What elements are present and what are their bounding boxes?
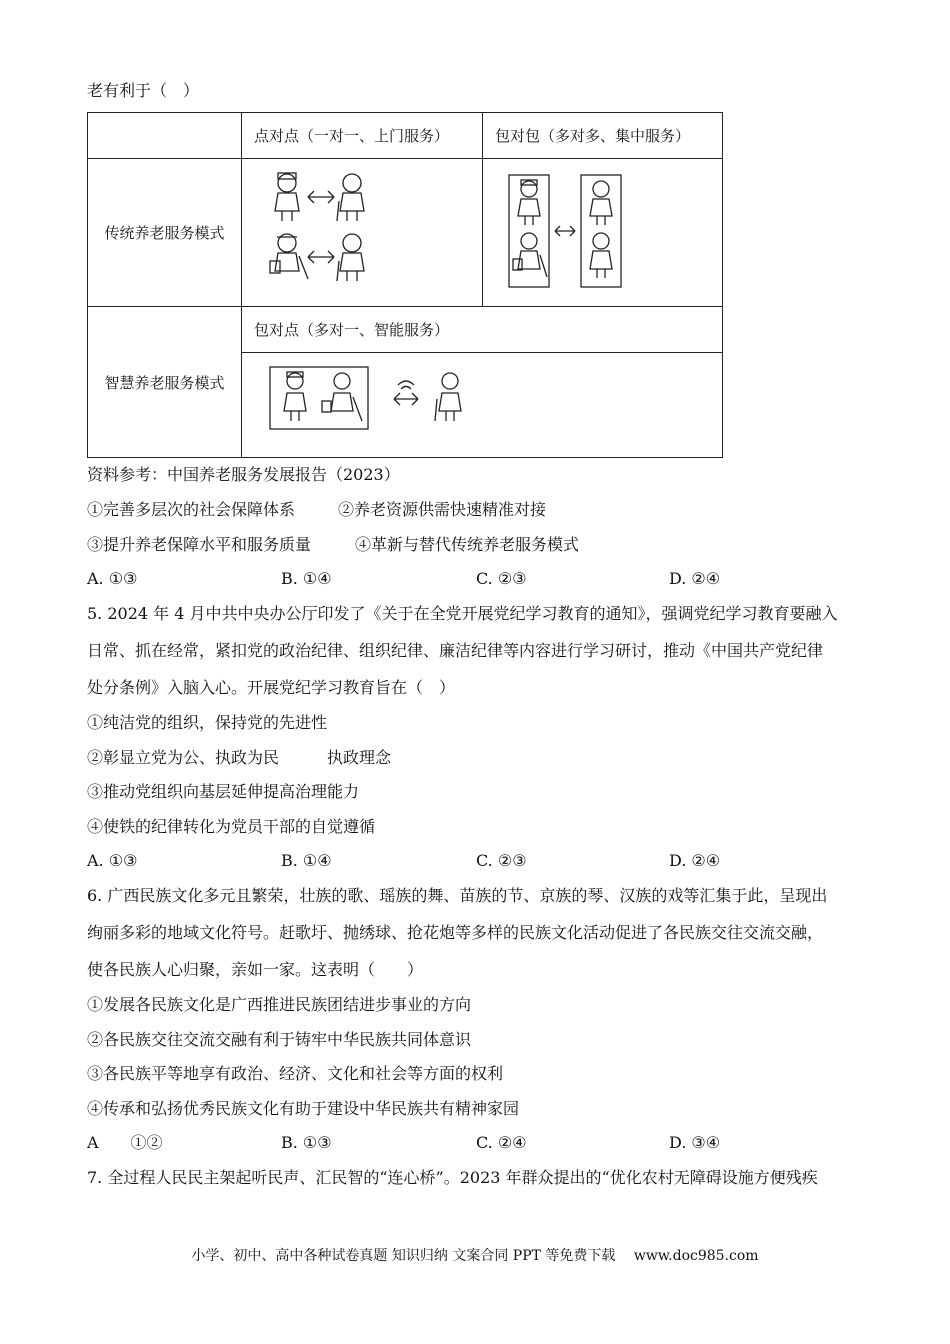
q5-stem-line-1: 5. 2024 年 4 月中共中央办公厅印发了《关于在全党开展党纪学习教育的通知》，强调党纪学习教育要融入 bbox=[87, 604, 838, 623]
q6-option-d: D. ③④ bbox=[669, 1133, 721, 1152]
q6-stem-line-1: 6. 广西民族文化多元且繁荣，壮族的歌、瑶族的舞、苗族的节、京族的琴、汉族的戏等汇集于此，呈现出 bbox=[87, 886, 828, 905]
double-arrow-icon-2 bbox=[308, 251, 334, 263]
q5-stem-line-2: 日常、抓在经常，紧扣党的政治纪律、组织纪律、廉洁纪律等内容进行学习研讨，推动《中国共产党纪律 bbox=[87, 641, 824, 660]
q5-statement-1: ①纯洁党的组织，保持党的先进性 bbox=[87, 713, 328, 732]
table-corner bbox=[88, 113, 242, 159]
header-pack-to-pack: 包对包（多对多、集中服务） bbox=[483, 113, 723, 159]
cleaner-icon bbox=[322, 373, 362, 421]
q5-option-b: B. ①④ bbox=[281, 851, 332, 870]
caregiver-doctor-icon bbox=[284, 372, 306, 421]
page-footer: 小学、初中、高中各种试卷真题 知识归纳 文案合同 PPT 等免费下载 www.doc985.com bbox=[191, 1248, 759, 1264]
many-to-many-illustration bbox=[483, 161, 721, 301]
question-intro: 老有利于（ ） bbox=[87, 81, 200, 100]
q6-statement-3: ③各民族平等地享有政治、经济、文化和社会等方面的权利 bbox=[87, 1064, 504, 1083]
q4-statement-2: ②养老资源供需快速精准对接 bbox=[338, 500, 547, 519]
q4-statement-1: ①完善多层次的社会保障体系 bbox=[87, 500, 296, 519]
elderly-care-table bbox=[87, 112, 723, 458]
q5-stem-line-3: 处分条例》入脑入心。开展党纪学习教育旨在（ ） bbox=[87, 678, 456, 697]
source-note: 资料参考：中国养老服务发展报告（2023） bbox=[87, 465, 400, 484]
q6-statement-1: ①发展各民族文化是广西推进民族团结进步事业的方向 bbox=[87, 995, 472, 1014]
traditional-point-to-point-cell bbox=[242, 159, 483, 307]
traditional-pack-to-pack-cell bbox=[483, 159, 723, 307]
elderly-person-icon-2 bbox=[590, 233, 612, 278]
q4-statement-3: ③提升养老保障水平和服务质量 bbox=[87, 535, 312, 554]
q7-stem-line-1: 7. 全过程人民民主架起听民声、汇民智的“连心桥”。2023 年群众提出的“优化农村无障碍设施方便残疾 bbox=[87, 1168, 818, 1187]
wireless-signal-icon bbox=[394, 381, 418, 405]
q5-statement-3: ③推动党组织向基层延伸提高治理能力 bbox=[87, 782, 360, 801]
smart-illustration-cell bbox=[242, 353, 723, 458]
one-to-one-illustration bbox=[242, 161, 470, 301]
q6-stem-line-3: 使各民族人心归聚，亲如一家。这表明（ ） bbox=[87, 960, 424, 979]
cleaner-icon bbox=[270, 234, 308, 279]
q6-option-a: A ①② bbox=[87, 1133, 163, 1152]
elderly-person-icon bbox=[337, 174, 364, 221]
q5-option-d: D. ②④ bbox=[669, 851, 721, 870]
elderly-person-icon bbox=[590, 181, 612, 225]
q6-option-c: C. ②④ bbox=[476, 1133, 527, 1152]
row-label-smart: 智慧养老服务模式 bbox=[88, 307, 242, 458]
q4-option-d: D. ②④ bbox=[669, 569, 721, 588]
q6-stem-line-2: 绚丽多彩的地域文化符号。赶歌圩、抛绣球、抢花炮等多样的民族文化活动促进了各民族交往交流交融， bbox=[87, 923, 824, 942]
q6-option-b: B. ①③ bbox=[281, 1133, 332, 1152]
q5-statement-4: ④使铁的纪律转化为党员干部的自觉遵循 bbox=[87, 817, 376, 836]
elderly-group-frame bbox=[581, 175, 621, 287]
q4-option-b: B. ①④ bbox=[281, 569, 332, 588]
cleaner-icon bbox=[513, 233, 547, 277]
caregiver-doctor-icon bbox=[518, 180, 540, 225]
q4-statement-4: ④革新与替代传统养老服务模式 bbox=[355, 535, 580, 554]
q6-statement-4: ④传承和弘扬优秀民族文化有助于建设中华民族共有精神家园 bbox=[87, 1099, 520, 1118]
q5-option-a: A. ①③ bbox=[87, 851, 138, 870]
q4-option-c: C. ②③ bbox=[476, 569, 527, 588]
double-arrow-icon bbox=[555, 226, 575, 236]
q5-option-c: C. ②③ bbox=[476, 851, 527, 870]
header-point-to-point: 点对点（一对一、上门服务） bbox=[242, 113, 483, 159]
q5-statement-2: ②彰显立党为公、执政为民 执政理念 bbox=[87, 748, 392, 767]
q6-statement-2: ②各民族交往交流交融有利于铸牢中华民族共同体意识 bbox=[87, 1030, 472, 1049]
elderly-person-icon bbox=[435, 373, 461, 421]
smart-header-cell: 包对点（多对一、智能服务） bbox=[242, 307, 723, 353]
caregiver-doctor-icon bbox=[275, 173, 299, 221]
row-label-traditional: 传统养老服务模式 bbox=[88, 159, 242, 307]
q4-option-a: A. ①③ bbox=[87, 569, 138, 588]
elderly-person-icon-2 bbox=[337, 234, 364, 281]
many-to-one-illustration bbox=[242, 353, 722, 453]
double-arrow-icon bbox=[308, 191, 334, 203]
